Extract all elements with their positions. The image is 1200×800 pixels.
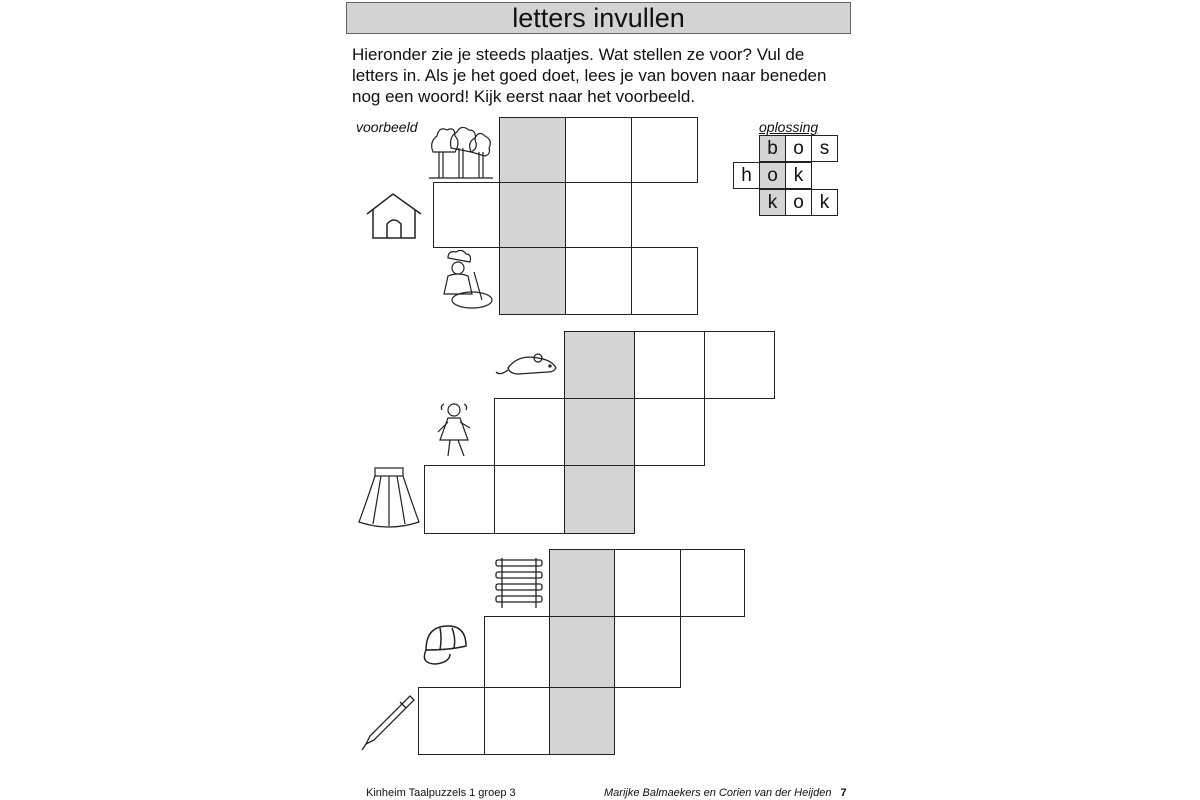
solution-cell: b [759,135,786,162]
doll-icon [432,398,482,462]
solution-label: oplossing [759,119,819,135]
puzzle2-cell-r3c0[interactable] [494,465,565,534]
trees-icon [427,122,497,182]
puzzle2-cell-r2c1[interactable] [564,398,635,466]
puzzle2-cell-r1c1[interactable] [564,331,635,399]
example-cell-r2c1[interactable] [499,182,566,248]
puzzle2-cell-r2c0[interactable] [494,398,565,466]
page-number: 7 [840,787,847,799]
pen-icon [360,692,416,752]
mouse-icon [494,350,560,382]
puzzle2-cell-r1c2[interactable] [634,331,705,399]
example-cell-r1c3[interactable] [631,117,698,183]
instructions: Hieronder zie je steeds plaatjes. Wat stellen ze voor? Vul de letters in. Als je het goed doet, lees je van boven naar beneden nog een woord! Kijk eerst naar het voorbeeld. [352,45,827,106]
footer-authors-text: Marijke Balmaekers en Corien van der Heijden [604,787,832,799]
solution-cell: o [785,189,812,216]
solution-cell: o [785,135,812,162]
skirt-icon [357,466,421,532]
example-cell-r3c3[interactable] [631,247,698,315]
cook-icon [438,250,496,314]
example-cell-r1c2[interactable] [565,117,632,183]
example-cell-r3c1[interactable] [499,247,566,315]
example-cell-r1c1[interactable] [499,117,566,183]
solution-cell: k [785,162,812,189]
puzzle3-cell-r3c1[interactable] [549,687,615,755]
solution-cell: k [811,189,838,216]
footer-authors [604,787,847,799]
example-cell-r3c2[interactable] [565,247,632,315]
puzzle2-cell-r3c1[interactable] [564,465,635,534]
dog-house-icon [363,190,425,242]
puzzle3-cell-r2c0[interactable] [484,616,550,688]
puzzle3-cell-r1c3[interactable] [680,549,745,617]
solution-cell: s [811,135,838,162]
rack-icon [492,556,548,610]
footer-book-title: Kinheim Taalpuzzels 1 groep 3 [366,787,516,799]
puzzle3-cell-r2c2[interactable] [614,616,681,688]
puzzle3-cell-r3c-1[interactable] [418,687,485,755]
example-cell-r2c2[interactable] [565,182,632,248]
solution-cell: k [759,189,786,216]
puzzle3-cell-r3c0[interactable] [484,687,550,755]
puzzle3-cell-r2c1[interactable] [549,616,615,688]
puzzle2-cell-r3c-1[interactable] [424,465,495,534]
puzzle2-cell-r1c3[interactable] [704,331,775,399]
example-cell-r2c0[interactable] [433,182,500,248]
page-title-text: letters invullen [512,2,685,33]
solution-cell: h [733,162,760,189]
page-title [346,2,851,34]
puzzle3-cell-r1c2[interactable] [614,549,681,617]
solution-cell: o [759,162,786,189]
puzzle2-cell-r2c2[interactable] [634,398,705,466]
example-label: voorbeeld [356,119,418,135]
puzzle3-cell-r1c1[interactable] [549,549,615,617]
cap-icon [418,622,470,668]
